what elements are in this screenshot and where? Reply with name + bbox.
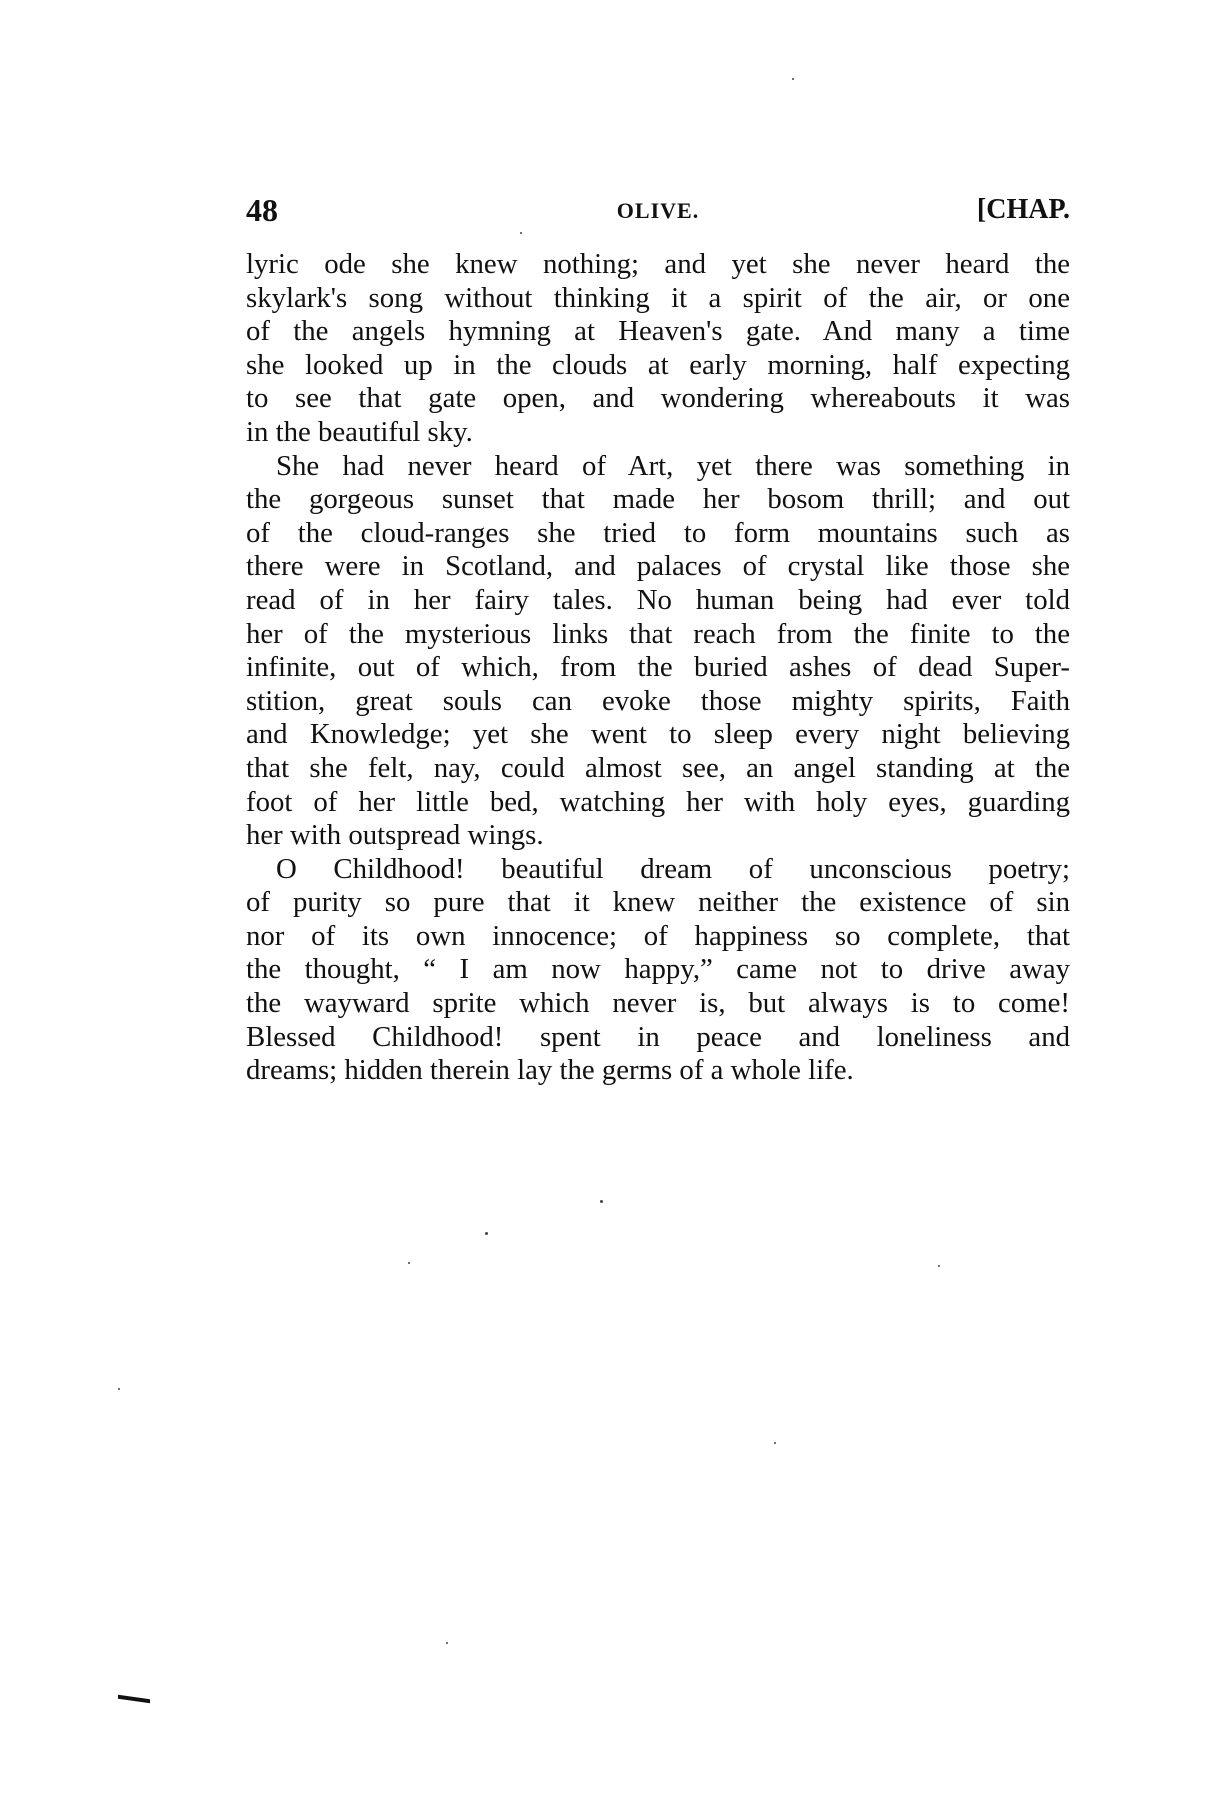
running-title: OLIVE. (616, 198, 700, 223)
text-line: of the cloud-ranges she tried to form mountains such as (246, 516, 1070, 549)
scan-speck (118, 1388, 120, 1390)
scan-speck (520, 232, 522, 234)
scan-speck (774, 1442, 776, 1444)
scan-speck (792, 78, 794, 80)
paragraph-2 (246, 450, 1070, 853)
text-line: Blessed Childhood! spent in peace and loneliness and (246, 1020, 1070, 1053)
page-number: 48 (246, 192, 278, 228)
scan-speck (600, 1200, 603, 1203)
margin-mark (118, 1695, 150, 1703)
text-line: nor of its own innocence; of happiness so complete, that (246, 919, 1070, 952)
text-line: there were in Scotland, and palaces of crystal like those she (246, 550, 1070, 583)
text-line: lyric ode she knew nothing; and yet she never heard the (246, 248, 1070, 280)
text-line: her of the mysterious links that reach from the finite to the (246, 617, 1070, 650)
text-line: She had never heard of Art, yet there was something in (276, 449, 1070, 482)
scan-speck (938, 1265, 940, 1267)
running-header (246, 192, 1070, 232)
text-line: that she felt, nay, could almost see, an angel standing at the (246, 751, 1070, 784)
chapter-marker: [CHAP. (976, 194, 1070, 225)
text-line: her with outspread wings. (246, 819, 544, 852)
text-line: the wayward sprite which never is, but always is to come! (246, 987, 1070, 1020)
text-line: of purity so pure that it knew neither the existence of sin (246, 886, 1070, 919)
paragraph-3 (246, 853, 1070, 1088)
text-line: in the beautiful sky. (246, 415, 473, 448)
paragraph-1 (246, 248, 1070, 450)
text-line: and Knowledge; yet she went to sleep every night believing (246, 718, 1070, 751)
text-line: she looked up in the clouds at early morning, half expecting (246, 348, 1070, 381)
text-line: to see that gate open, and wondering whereabouts it was (246, 382, 1070, 415)
text-line: read of in her fairy tales. No human being had ever told (246, 583, 1070, 616)
text-line: the thought, “ I am now happy,” came not to drive away (246, 953, 1070, 986)
text-line: of the angels hymning at Heaven's gate. And many a time (246, 315, 1070, 348)
text-line: infinite, out of which, from the buried ashes of dead Super- (246, 651, 1070, 684)
scan-speck (408, 1262, 410, 1264)
scan-speck (485, 1232, 488, 1235)
text-line: the gorgeous sunset that made her bosom thrill; and out (246, 483, 1070, 516)
scan-speck (446, 1642, 448, 1644)
text-line: dreams; hidden therein lay the germs of a whole life. (246, 1054, 854, 1087)
page-body-text (246, 248, 1070, 1088)
text-line: O Childhood! beautiful dream of unconscious poetry; (276, 852, 1070, 885)
text-line: stition, great souls can evoke those mighty spirits, Faith (246, 684, 1070, 717)
text-line: skylark's song without thinking it a spirit of the air, or one (246, 281, 1070, 314)
text-line: foot of her little bed, watching her with holy eyes, guarding (246, 785, 1070, 818)
